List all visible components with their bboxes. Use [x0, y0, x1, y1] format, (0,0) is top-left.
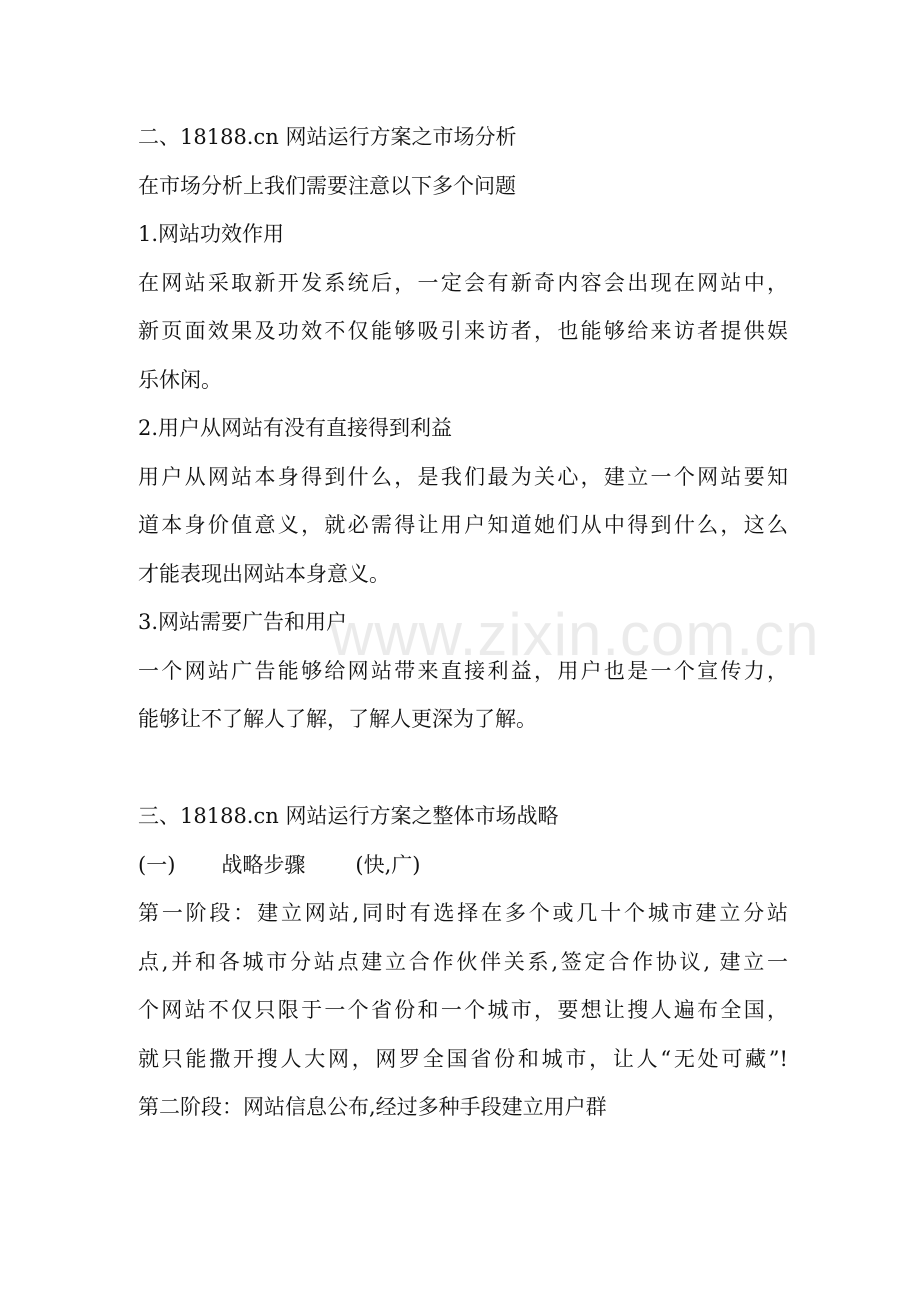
section-heading-overall-strategy: 三、18188.cn 网站运行方案之整体市场战略: [138, 804, 559, 828]
paragraph-line: 一个网站广告能够给网站带来直接利益，用户也是一个宣传力，: [138, 658, 788, 683]
subheading-user-benefit: 2.用户从网站有没有直接得到利益: [138, 416, 453, 440]
section-heading-market-analysis: 二、18188.cn 网站运行方案之市场分析: [138, 125, 517, 149]
section-spacer: [138, 749, 788, 798]
subheading-website-function: 1.网站功效作用: [138, 222, 285, 246]
strategy-title: 战略步骤: [221, 852, 306, 877]
paragraph-line: 第一阶段：建立网站,同时有选择在多个或几十个城市建立分站: [138, 901, 788, 925]
watermark: www.zixin.com.cn: [330, 601, 820, 668]
paragraph-line: 乐休闲。: [138, 367, 222, 392]
paragraph-line: 能够让不了解人了解，了解人更深为了解。: [138, 707, 537, 731]
paragraph-line: 道本身价值意义，就必需得让用户知道她们从中得到什么，这么: [138, 513, 788, 537]
paragraph-line: 第二阶段：网站信息公布,经过多种手段建立用户群: [138, 1095, 607, 1119]
paragraph-line: 点,并和各城市分站点建立合作伙伴关系,签定合作协议, 建立一: [138, 949, 788, 974]
paragraph-line: 个网站不仅只限于一个省份和一个城市，要想让搜人遍布全国，: [138, 998, 788, 1022]
strategy-number: (一): [138, 852, 176, 877]
paragraph-intro: 在市场分析上我们需要注意以下多个问题: [138, 173, 516, 198]
strategy-note: (快,广): [355, 852, 421, 877]
paragraph-line: 才能表现出网站本身意义。: [138, 561, 390, 586]
document-body: [138, 118, 788, 1137]
paragraph-line: 用户从网站本身得到什么，是我们最为关心，建立一个网站要知: [138, 464, 788, 489]
paragraph-line: 就只能撒开搜人大网，网罗全国省份和城市，让人“无处可藏”!: [138, 1046, 788, 1071]
strategy-steps-heading: [138, 846, 788, 895]
subheading-ads-and-users: 3.网站需要广告和用户: [138, 610, 348, 634]
paragraph-line: 在网站采取新开发系统后，一定会有新奇内容会出现在网站中，: [138, 270, 788, 295]
paragraph-line: 新页面效果及功效不仅能够吸引来访者，也能够给来访者提供娱: [138, 319, 788, 343]
